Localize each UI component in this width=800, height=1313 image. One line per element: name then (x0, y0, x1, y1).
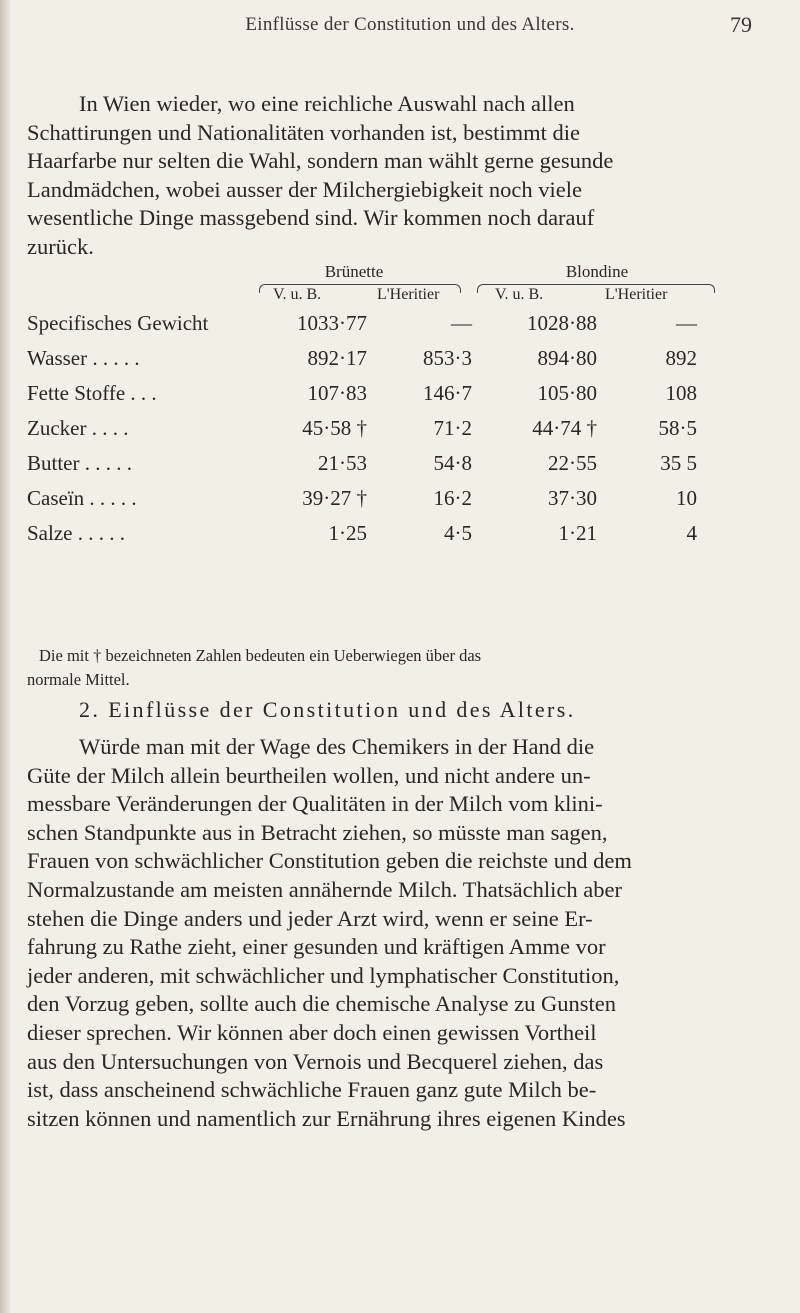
section-heading: 2. Einflüsse der Constitution und des Alters. (79, 697, 576, 722)
subheader-lheritier: L'Heritier (377, 286, 440, 303)
subheader-vub: V. u. B. (273, 286, 322, 303)
text-line: wesentliche Dinge massgebend sind. Wir kommen noch darauf (27, 205, 595, 231)
table-cell: 108 (665, 381, 697, 405)
text-line: Haarfarbe nur selten die Wahl, sondern man wählt gerne gesunde (27, 148, 614, 174)
text-line: dieser sprechen. Wir können aber doch einen gewissen Vortheil (27, 1019, 597, 1045)
table-cell: 44·74 † (532, 416, 597, 440)
text-line: messbare Veränderungen der Qualitäten in der Milch vom klini- (27, 791, 603, 817)
table-cell: 1·21 (558, 521, 597, 545)
row-label: Zucker . . . . (27, 416, 129, 440)
table-cell: 35 5 (660, 451, 697, 475)
table-row (27, 521, 777, 551)
table-cell: 892 (665, 346, 697, 370)
table-row (27, 381, 777, 411)
table-cell: 853·3 (423, 346, 472, 370)
text-line: In Wien wieder, wo eine reichliche Auswahl nach allen (79, 91, 575, 116)
paragraph-intro (27, 90, 769, 262)
text-line: den Vorzug geben, sollte auch die chemische Analyse zu Gunsten (27, 991, 617, 1017)
table-cell: 21·53 (318, 451, 367, 475)
row-label: Specifisches Gewicht (27, 311, 209, 335)
group-header-bruenette: Brünette (324, 262, 384, 281)
row-label: Wasser . . . . . (27, 346, 140, 370)
page-spine-shadow (0, 0, 10, 1313)
text-line: fahrung zu Rathe zieht, einer gesunden und kräftigen Amme vor (27, 934, 606, 960)
table-cell: 10 (676, 486, 697, 510)
text-line: aus den Untersuchungen von Vernois und Becquerel ziehen, das (27, 1048, 604, 1074)
table-cell: — (676, 311, 697, 335)
row-label: Caseïn . . . . . (27, 486, 137, 510)
table-cell: 71·2 (433, 416, 472, 440)
table-footnote (27, 644, 769, 692)
table-cell: 4·5 (444, 521, 472, 545)
table-cell: 105·80 (537, 381, 597, 405)
row-label: Salze . . . . . (27, 521, 125, 545)
table-cell: 4 (686, 521, 697, 545)
table-cell: 1·25 (328, 521, 367, 545)
table-cell: 45·58 † (302, 416, 367, 440)
table-row (27, 416, 777, 446)
text-line: Güte der Milch allein beurtheilen wollen, und nicht andere un- (27, 762, 591, 788)
page-number: 79 (730, 12, 752, 37)
text-line: stehen die Dinge anders und jeder Arzt wird, wenn er seine Er- (27, 905, 593, 931)
table-cell: 894·80 (537, 346, 597, 370)
row-label: Butter . . . . . (27, 451, 132, 475)
text-line: Frauen von schwächlicher Constitution geben die reichste und dem (27, 848, 632, 874)
table-cell: 58·5 (658, 416, 697, 440)
paragraph-constitution (27, 733, 769, 1133)
text-line: sitzen können und namentlich zur Ernährung ihres eigenen Kindes (27, 1105, 626, 1131)
table-cell: 146·7 (423, 381, 472, 405)
table-cell: 37·30 (548, 486, 597, 510)
table-cell: — (451, 311, 472, 335)
table-cell: 39·27 † (302, 486, 367, 510)
footnote-line: Die mit † bezeichneten Zahlen bedeuten ein Ueberwiegen über das (39, 646, 482, 665)
text-line: Würde man mit der Wage des Chemikers in der Hand die (79, 734, 595, 759)
table-cell: 107·83 (307, 381, 367, 405)
text-line: jeder anderen, mit schwächlicher und lymphatischer Constitution, (27, 962, 620, 988)
text-line: zurück. (27, 233, 94, 259)
table-cell: 22·55 (548, 451, 597, 475)
table-cell: 16·2 (433, 486, 472, 510)
table-cell: 1033·77 (297, 311, 367, 335)
subheader-vub: V. u. B. (495, 286, 544, 303)
table-row (27, 451, 777, 481)
text-line: schen Standpunkte aus in Betracht ziehen, so müsste man sagen, (27, 819, 608, 845)
text-line: Landmädchen, wobei ausser der Milchergiebigkeit noch viele (27, 176, 583, 202)
table-cell: 54·8 (433, 451, 472, 475)
row-label: Fette Stoffe . . . (27, 381, 157, 405)
footnote-line: normale Mittel. (27, 670, 130, 689)
text-line: Schattirungen und Nationalitäten vorhanden ist, bestimmt die (27, 119, 581, 145)
table-row (27, 311, 777, 341)
running-header: Einflüsse der Constitution und des Alters. (245, 14, 575, 35)
table-cell: 892·17 (307, 346, 367, 370)
subheader-lheritier: L'Heritier (605, 286, 668, 303)
text-line: Normalzustande am meisten annähernde Milch. Thatsächlich aber (27, 876, 622, 902)
table-row (27, 346, 777, 376)
group-header-blondine: Blondine (565, 262, 629, 281)
text-line: ist, dass anscheinend schwächliche Frauen ganz gute Milch be- (27, 1077, 597, 1103)
table-cell: 1028·88 (527, 311, 597, 335)
table-row (27, 486, 777, 516)
